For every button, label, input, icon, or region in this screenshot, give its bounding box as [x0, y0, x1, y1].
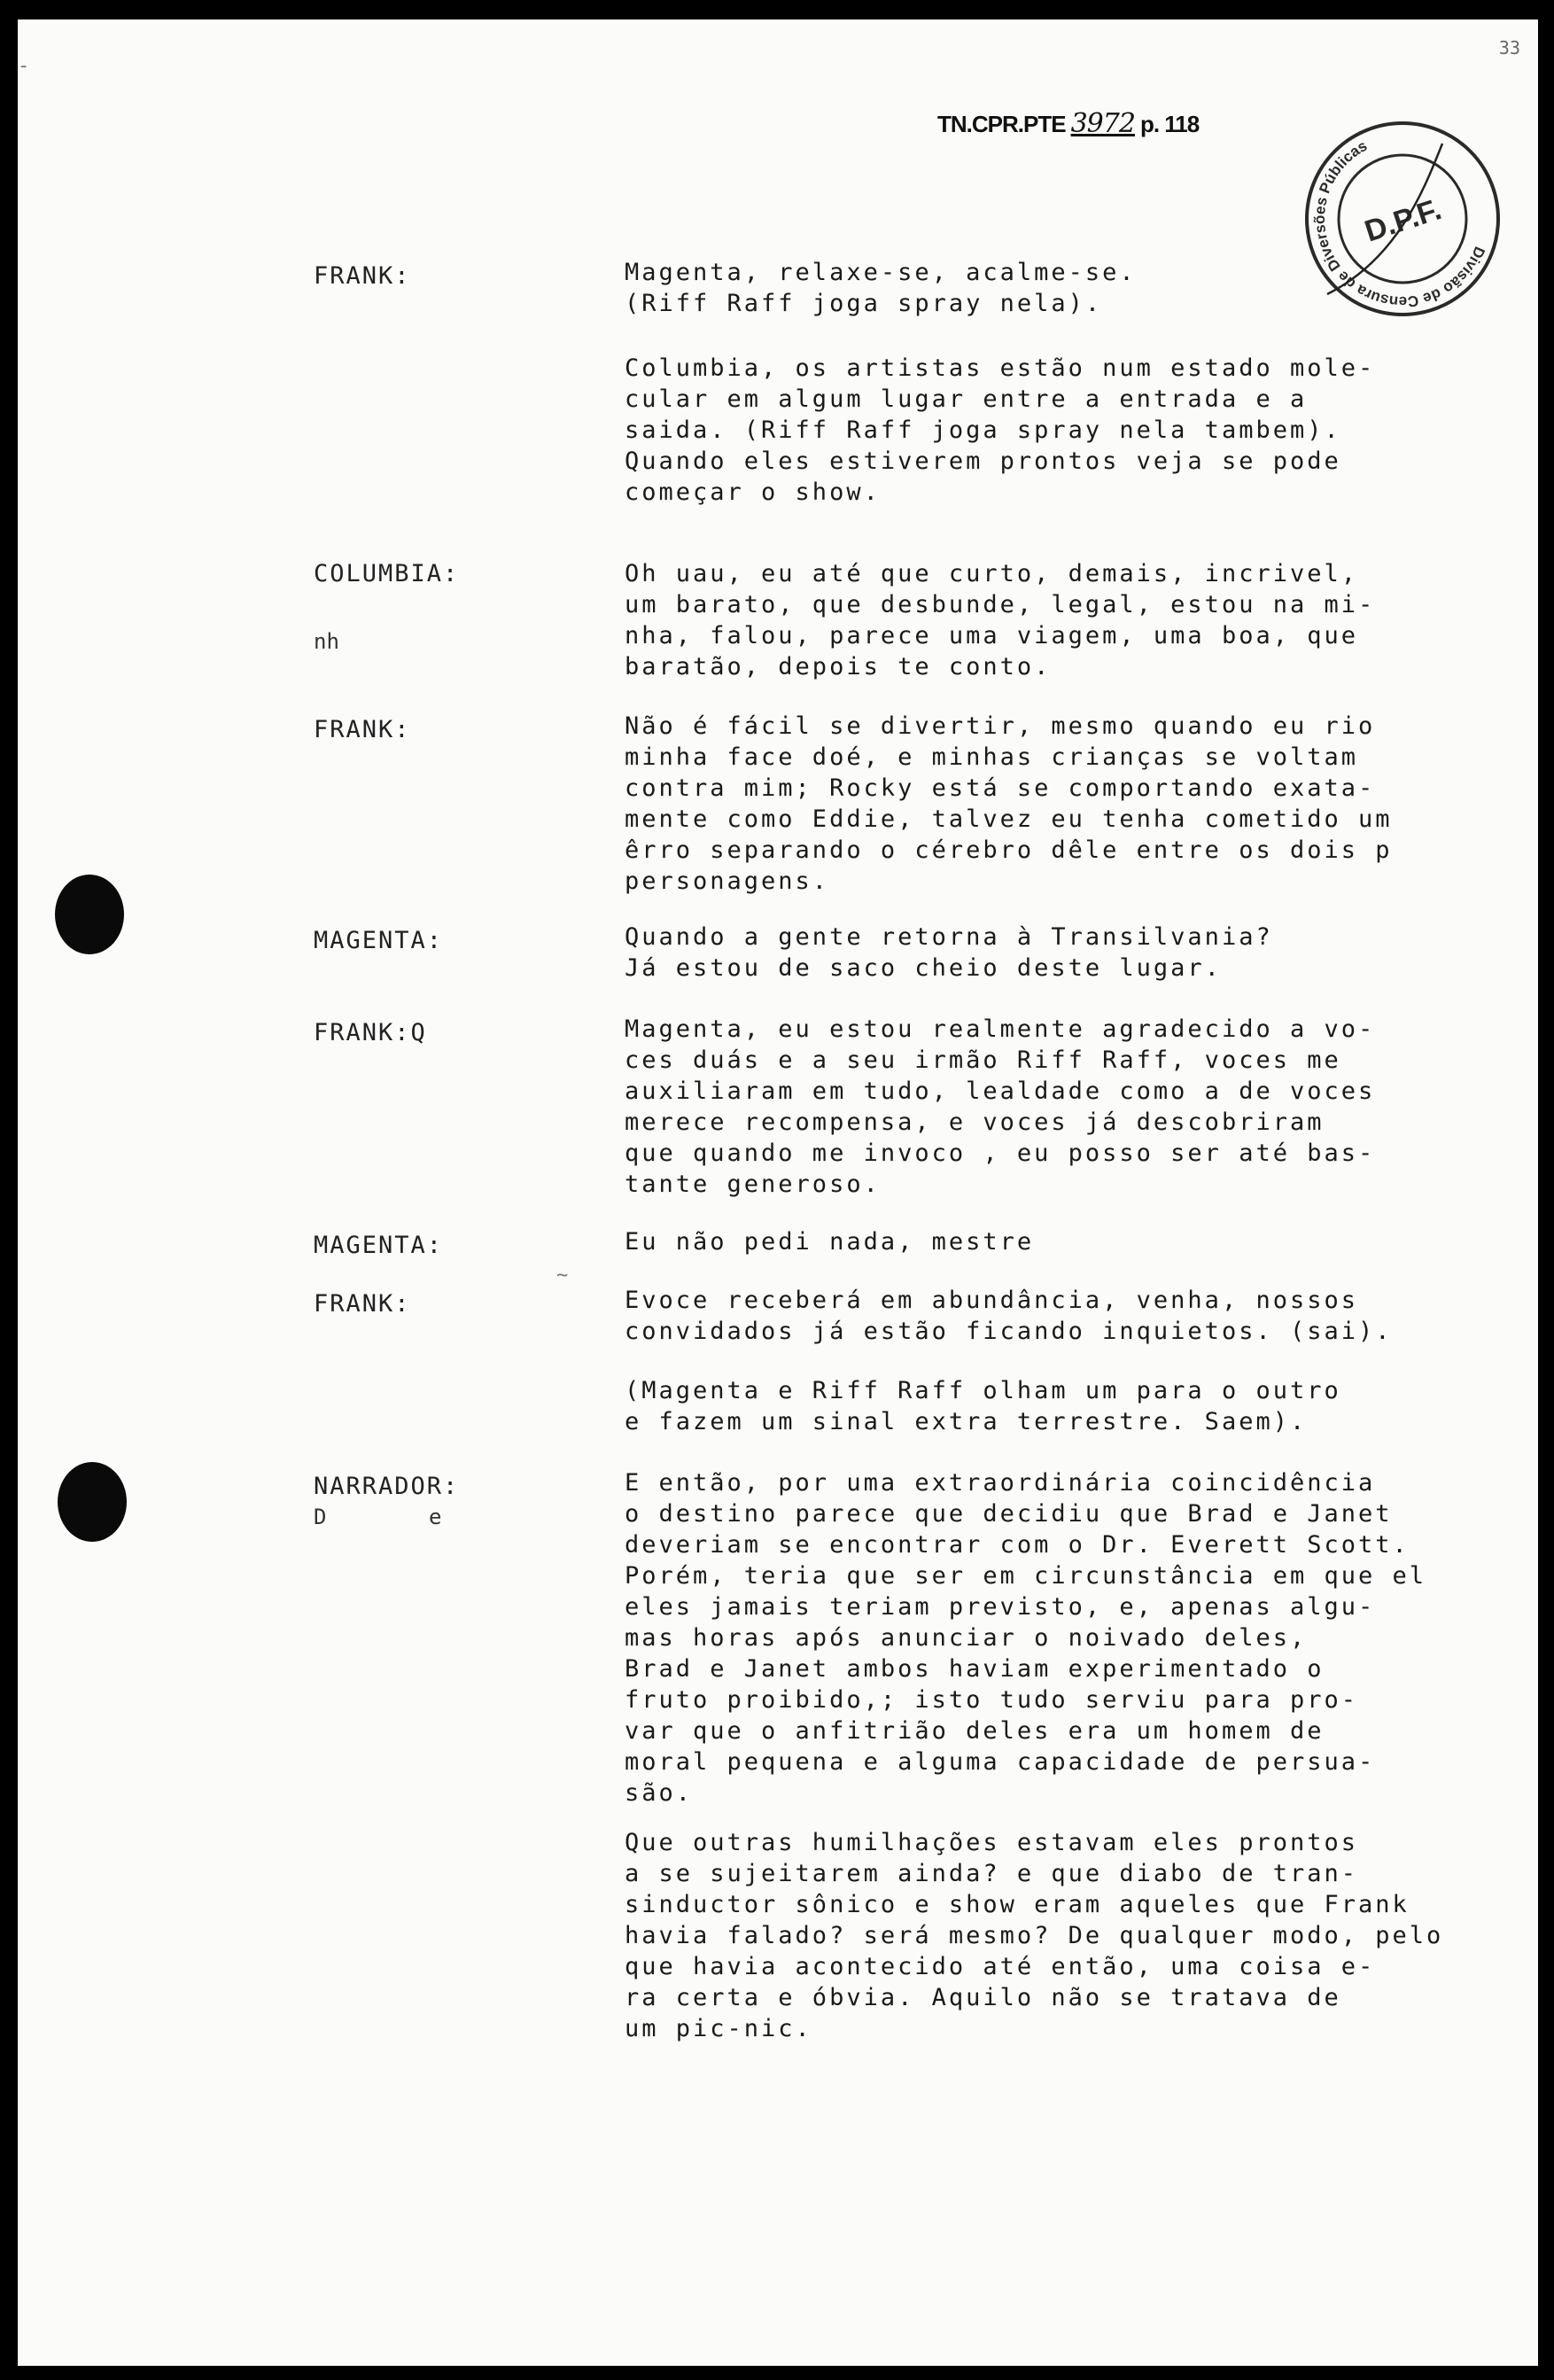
- scan-mark: -: [18, 55, 30, 77]
- stage-direction-text: (Magenta e Riff Raff olham um para o outro e fazem um sinal extra terrestre. Saem).: [625, 1377, 1341, 1435]
- narration-text: Que outras humilhações estavam eles prontos a se sujeitarem ainda? e que diabo de tran- sinductor sônico e show eram aqueles que Frank havia falado? será mesmo? De qualquer modo, pelo que havia acontecido até então, uma coisa e- ra certa e óbvia. Aquilo não se tratava de um pic-nic.: [625, 1829, 1444, 2042]
- reference-code: TN.CPR.PTE: [937, 111, 1066, 137]
- document-page: [18, 19, 1538, 2366]
- punch-hole: [58, 1462, 127, 1542]
- pencil-mark: ~: [556, 1264, 569, 1287]
- stamp-center-text: D.P.F.: [1360, 192, 1446, 249]
- dialogue-text: Magenta, relaxe-se, acalme-se. (Riff Raff joga spray nela).: [625, 259, 1137, 317]
- page-corner-number: 33: [1498, 37, 1520, 58]
- punch-hole: [55, 875, 124, 954]
- page-number: p. 118: [1139, 111, 1200, 137]
- speaker-label: NARRADOR:: [314, 1473, 460, 1500]
- speaker-label: FRANK:: [314, 1290, 411, 1318]
- stamp-ring-text: Divisão de Censura de Diversões Públicas: [1310, 136, 1488, 311]
- stage-direction-text: Columbia, os artistas estão num estado mole- cular em algum lugar entre a entrada e a saida. (Riff Raff joga spray nela tambem). Quando eles estiverem prontos veja se pode começar o show.: [625, 354, 1376, 506]
- dialogue-text: Não é fácil se divertir, mesmo quando eu rio minha face doé, e minhas crianças se voltam contra mim; Rocky está se comportando exata- mente como Eddie, talvez eu tenha cometido um êrro separando o cérebro dêle entre os dois p personagens.: [625, 712, 1393, 895]
- dialogue-text: Magenta, eu estou realmente agradecido a vo- ces duás e a seu irmão Riff Raff, voces me auxiliaram em tudo, lealdade como a de voces merece recompensa, e voces já descobriram que quando me invoco , eu posso ser até bas- tante generoso.: [625, 1015, 1376, 1198]
- speaker-label: COLUMBIA:: [314, 560, 460, 587]
- speaker-label: MAGENTA:: [314, 927, 444, 954]
- speaker-label: FRANK:: [314, 262, 411, 290]
- narration-text: E então, por uma extraordinária coincidência o destino parece que decidiu que Brad e Janet deveriam se encontrar com o Dr. Everett Scott. Porém, teria que ser em circunstância em que el eles jamais teriam previsto, e, apenas algu- mas horas após anunciar o noivado deles, Brad e Janet ambos haviam experimentado o fruto proibido,; isto tudo serviu para pro- var que o anfitrião deles era um homem de moral pequena e alguma capacidade de persua- são.: [625, 1469, 1427, 1807]
- reference-number: 3972: [1070, 108, 1135, 139]
- dialogue-text: Eu não pedi nada, mestre: [625, 1228, 1035, 1256]
- margin-note: nh: [314, 629, 339, 654]
- speaker-label: MAGENTA:: [314, 1232, 444, 1259]
- document-reference: [937, 108, 1199, 139]
- speaker-label: FRANK:Q: [314, 1019, 427, 1046]
- dialogue-text: Evoce receberá em abundância, venha, nossos convidados já estão ficando inquietos. (sai).: [625, 1287, 1393, 1345]
- dialogue-text: Oh uau, eu até que curto, demais, incrivel, um barato, que desbunde, legal, estou na mi- nha, falou, parece uma viagem, uma boa, que baratão, depois te conto.: [625, 560, 1376, 681]
- speaker-label: FRANK:: [314, 716, 411, 743]
- margin-note: D e: [314, 1505, 442, 1529]
- dialogue-text: Quando a gente retorna à Transilvania? Já estou de saco cheio deste lugar.: [625, 923, 1273, 982]
